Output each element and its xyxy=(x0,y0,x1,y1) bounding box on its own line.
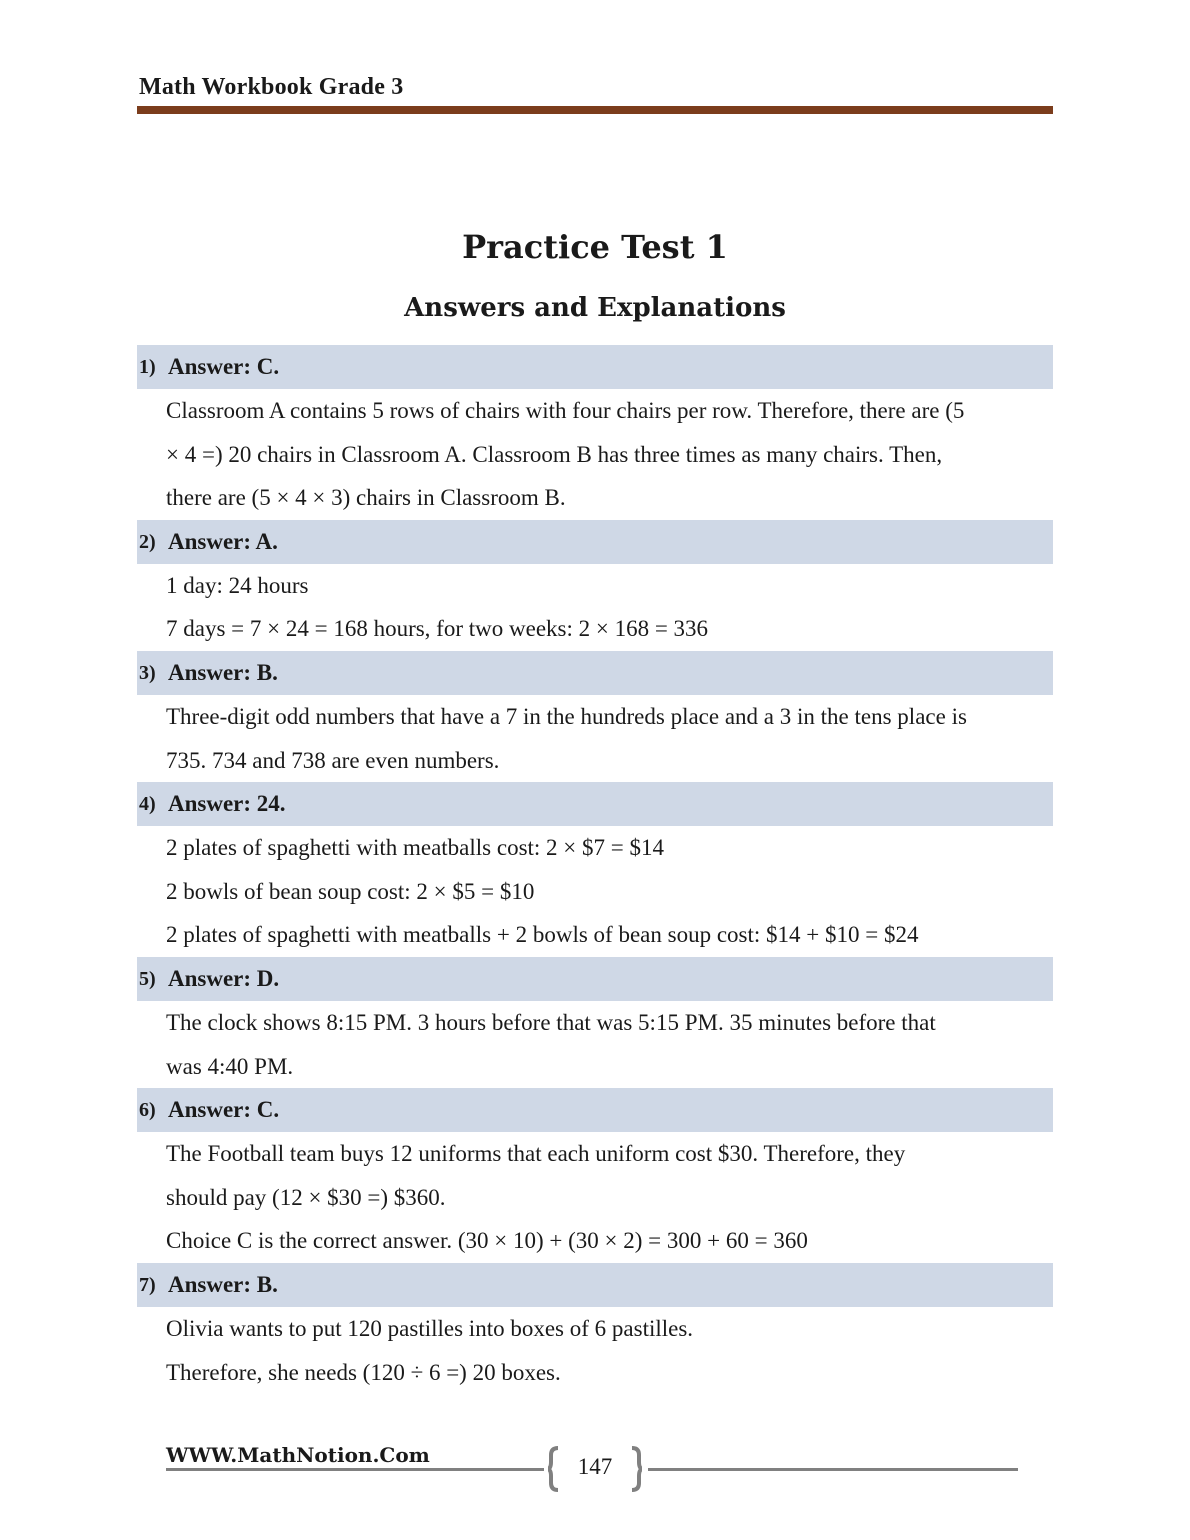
explanation-line: 2 plates of spaghetti with meatballs + 2 bowls of bean soup cost: $14 + $10 = $24 xyxy=(166,922,919,948)
explanation-line: The clock shows 8:15 PM. 3 hours before that was 5:15 PM. 35 minutes before that xyxy=(166,1009,936,1035)
answer-label: Answer: B. xyxy=(168,1271,278,1297)
answer-number: 3) xyxy=(139,661,156,684)
explanation-line: was 4:40 PM. xyxy=(166,1053,294,1079)
answer-header xyxy=(137,520,1053,564)
explanation-line: Classroom A contains 5 rows of chairs with four chairs per row. Therefore, there are (5 xyxy=(166,398,965,423)
answer-label: Answer: D. xyxy=(168,965,280,991)
answer-header xyxy=(137,651,1053,695)
answer-explanation xyxy=(137,826,1053,957)
answer-explanation xyxy=(137,564,1053,651)
header-rule xyxy=(137,106,1053,114)
answer-label: Answer: C. xyxy=(168,354,280,379)
answer-header xyxy=(137,1263,1053,1307)
answer-header xyxy=(137,957,1053,1001)
page-subtitle: Answers and Explanations xyxy=(404,293,786,323)
answer-number: 4) xyxy=(139,793,156,816)
footer-website-link[interactable]: WWW.MathNotion.Com xyxy=(166,1443,430,1467)
explanation-line: should pay (12 × $30 =) $360. xyxy=(166,1184,446,1210)
explanation-line: × 4 =) 20 chairs in Classroom A. Classroom B has three times as many chairs. Then, xyxy=(166,441,943,467)
footer-rule-right xyxy=(648,1468,1018,1471)
explanation-line: 1 day: 24 hours xyxy=(166,572,309,598)
explanation-line: there are (5 × 4 × 3) chairs in Classroom B. xyxy=(166,485,566,511)
explanation-line: 735. 734 and 738 are even numbers. xyxy=(166,747,500,773)
explanation-line: Therefore, she needs (120 ÷ 6 =) 20 boxes. xyxy=(166,1359,561,1385)
answer-number: 2) xyxy=(139,530,156,553)
explanation-line: 7 days = 7 × 24 = 168 hours, for two weeks: 2 × 168 = 336 xyxy=(166,616,709,642)
answer-label: Answer: C. xyxy=(168,1097,280,1123)
answer-explanation xyxy=(137,695,1053,782)
answer-label: Answer: A. xyxy=(168,528,278,554)
answer-explanation xyxy=(137,1307,1053,1394)
footer-rule-left xyxy=(166,1468,544,1471)
answer-header xyxy=(137,1088,1053,1132)
page-number: 147 xyxy=(577,1454,613,1479)
explanation-line: Olivia wants to put 120 pastilles into boxes of 6 pastilles. xyxy=(166,1315,694,1341)
explanation-line: Three-digit odd numbers that have a 7 in the hundreds place and a 3 in the tens place is xyxy=(166,703,967,729)
answer-number: 6) xyxy=(139,1099,156,1122)
explanation-line: The Football team buys 12 uniforms that each uniform cost $30. Therefore, they xyxy=(166,1141,906,1167)
answer-header xyxy=(137,782,1053,826)
explanation-line: 2 bowls of bean soup cost: 2 × $5 = $10 xyxy=(166,878,535,904)
answer-number: 5) xyxy=(139,967,156,990)
answer-explanation xyxy=(137,1132,1053,1263)
answers-list xyxy=(137,345,1053,1394)
explanation-line: 2 plates of spaghetti with meatballs cost: 2 × $7 = $14 xyxy=(166,835,665,861)
answer-explanation xyxy=(137,389,1053,520)
answer-header xyxy=(137,345,1053,389)
answer-number: 7) xyxy=(139,1273,156,1296)
answer-label: Answer: 24. xyxy=(168,791,286,817)
answer-number: 1) xyxy=(139,356,156,378)
explanation-line: Choice C is the correct answer. (30 × 10) + (30 × 2) = 300 + 60 = 360 xyxy=(166,1228,808,1254)
answer-label: Answer: B. xyxy=(168,659,278,685)
answer-explanation xyxy=(137,1001,1053,1088)
page-number-box xyxy=(548,1446,642,1492)
page-title: Practice Test 1 xyxy=(462,228,728,266)
header-title: Math Workbook Grade 3 xyxy=(139,74,404,100)
